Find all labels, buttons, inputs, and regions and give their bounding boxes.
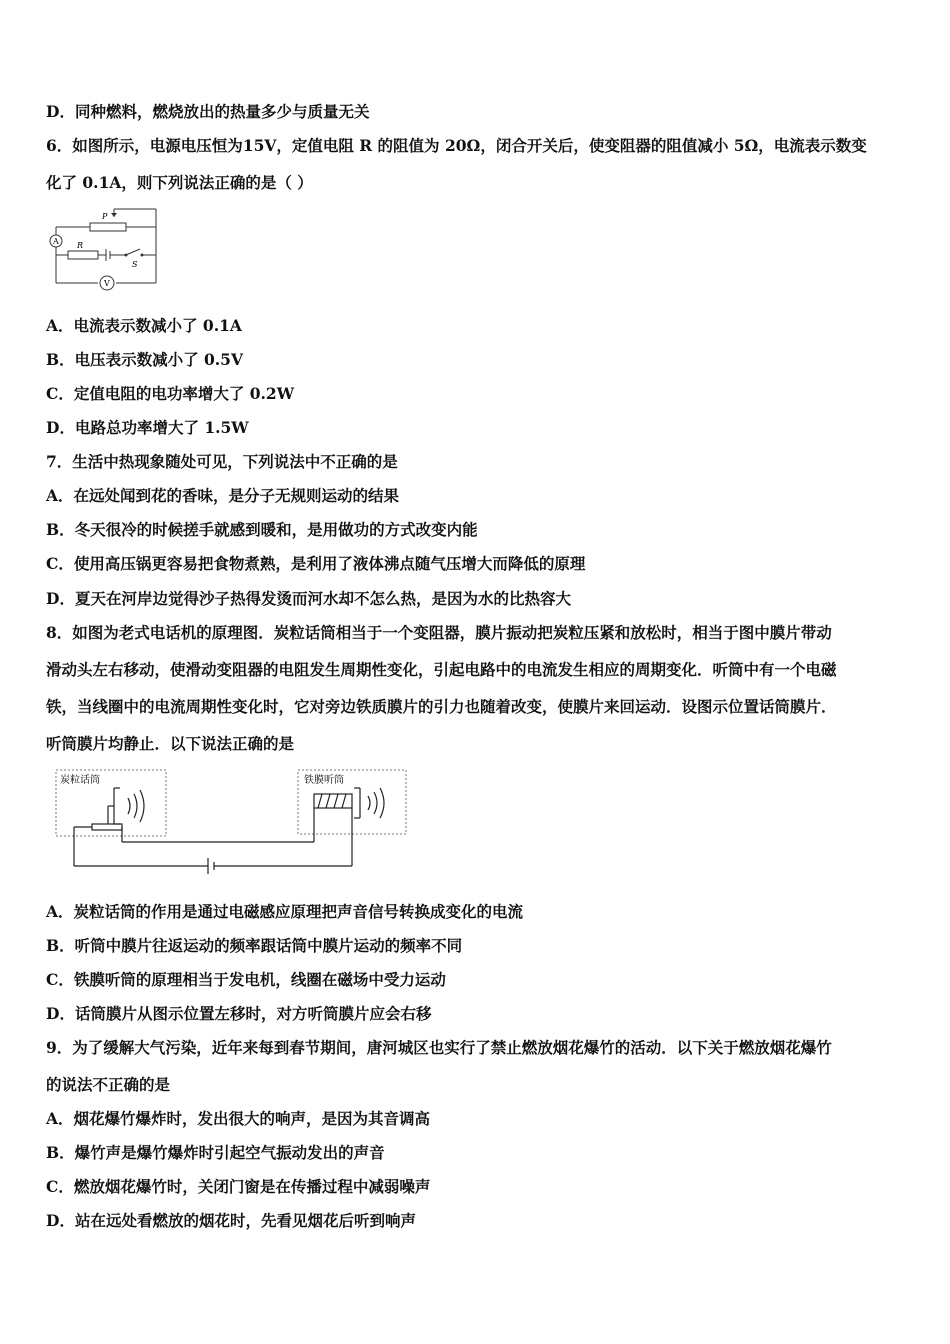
voltmeter-label: V <box>104 279 110 288</box>
receiver-label: 铁膜听筒 <box>304 775 344 786</box>
q6-stem-line2: 化了 0.1A，则下列说法正确的是（ ） <box>46 173 313 192</box>
q8-stem-line3: 铁，当线圈中的电流周期性变化时，它对旁边铁质膜片的引力也随着改变，使膜片来回运动．设图示位置话筒膜片． <box>46 697 837 716</box>
q5-option-d: D．同种燃料，燃烧放出的热量多少与质量无关 <box>46 102 370 121</box>
circuit-diagram-q6 <box>44 205 164 295</box>
switch-label: S <box>132 260 138 269</box>
q9-stem-line1: 9．为了缓解大气污染，近年来每到春节期间，唐河城区也实行了禁止燃放烟花爆竹的活动．以下关于燃放烟花爆竹 <box>46 1038 832 1057</box>
q6-option-d: D．电路总功率增大了 1.5W <box>46 418 249 437</box>
q6-stem-line1: 6．如图所示，电源电压恒为15V，定值电阻 R 的阻值为 20Ω，闭合开关后，使变阻器的阻值减小 5Ω，电流表示数变 <box>46 136 867 155</box>
q7-option-a: A．在远处闻到花的香味，是分子无规则运动的结果 <box>46 486 400 505</box>
q7-option-b: B．冬天很冷的时候搓手就感到暖和，是用做功的方式改变内能 <box>46 520 478 539</box>
q9-option-a: A．烟花爆竹爆炸时，发出很大的响声，是因为其音调高 <box>46 1109 431 1128</box>
q7-stem: 7．生活中热现象随处可见，下列说法中不正确的是 <box>46 452 398 471</box>
telephone-diagram-q8 <box>52 766 412 876</box>
q9-stem-line2: 的说法不正确的是 <box>46 1075 171 1094</box>
q9-option-b: B．爆竹声是爆竹爆炸时引起空气振动发出的声音 <box>46 1143 385 1162</box>
q8-option-c: C．铁膜听筒的原理相当于发电机，线圈在磁场中受力运动 <box>46 970 446 989</box>
q6-option-c: C．定值电阻的电功率增大了 0.2W <box>46 384 295 403</box>
q8-option-a: A．炭粒话筒的作用是通过电磁感应原理把声音信号转换成变化的电流 <box>46 902 524 921</box>
q8-option-d: D．话筒膜片从图示位置左移时，对方听筒膜片应会右移 <box>46 1004 432 1023</box>
slider-label: P <box>102 212 108 221</box>
q8-stem-line4: 听筒膜片均静止．以下说法正确的是 <box>46 734 295 753</box>
mic-label: 炭粒话筒 <box>60 775 100 786</box>
q9-option-c: C．燃放烟花爆竹时，关闭门窗是在传播过程中减弱噪声 <box>46 1177 431 1196</box>
q9-option-d: D．站在远处看燃放的烟花时，先看见烟花后听到响声 <box>46 1211 416 1230</box>
resistor-label: R <box>77 241 84 250</box>
q7-option-d: D．夏天在河岸边觉得沙子热得发烫而河水却不怎么热，是因为水的比热容大 <box>46 589 571 608</box>
q7-option-c: C．使用高压锅更容易把食物煮熟，是利用了液体沸点随气压增大而降低的原理 <box>46 554 586 573</box>
q8-option-b: B．听筒中膜片往返运动的频率跟话筒中膜片运动的频率不同 <box>46 936 463 955</box>
q8-stem-line2: 滑动头左右移动，使滑动变阻器的电阻发生周期性变化，引起电路中的电流发生相应的周期变化．听筒中有一个电磁 <box>46 660 837 679</box>
ammeter-label: A <box>53 237 59 246</box>
q6-option-b: B．电压表示数减小了 0.5V <box>46 350 243 369</box>
q8-stem-line1: 8．如图为老式电话机的原理图．炭粒话筒相当于一个变阻器，膜片振动把炭粒压紧和放松时，相当于图中膜片带动 <box>46 623 832 642</box>
q6-option-a: A．电流表示数减小了 0.1A <box>46 316 242 335</box>
